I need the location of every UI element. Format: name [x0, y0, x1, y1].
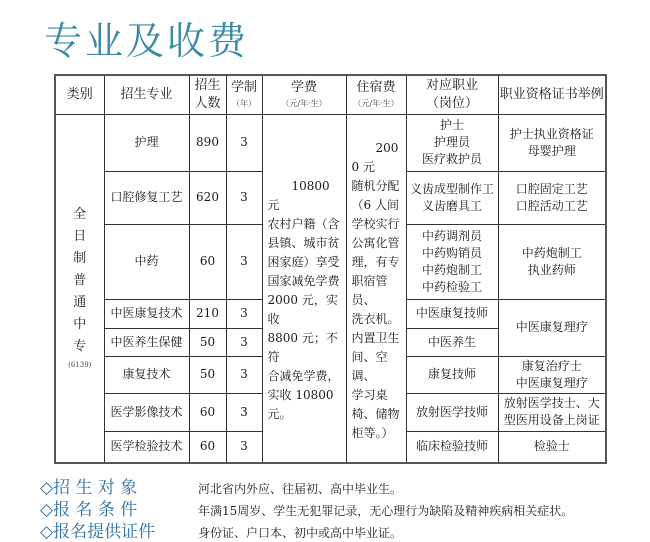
jobs-cell: 中药调剂员 中药购销员 中药炮制工 中药检验工: [406, 224, 498, 299]
header-category: 类别: [55, 75, 104, 114]
major-cell: 康复技术: [104, 356, 189, 393]
years-cell: 3: [226, 431, 262, 463]
info-label: ◇招 生 对 象: [40, 478, 138, 498]
header-major: 招生专业: [104, 75, 189, 114]
header-certs: 职业资格证书举例: [498, 75, 606, 114]
major-cell: 中医康复技术: [104, 299, 189, 328]
years-cell: 3: [226, 114, 262, 171]
major-cell: 中医养生保健: [104, 328, 189, 356]
category-cell: 全 日 制 普 通 中 专 (6139): [55, 114, 104, 463]
header-dorm: 住宿费 （元/年·生）: [346, 75, 406, 114]
major-cell: 口腔修复工艺: [104, 171, 189, 224]
count-cell: 60: [189, 393, 226, 431]
certs-cell: 放射医学技士、大 型医用设备上岗证: [498, 393, 606, 431]
header-jobs: 对应职业 （岗位）: [406, 75, 498, 114]
count-cell: 620: [189, 171, 226, 224]
jobs-cell: 中医康复技师: [406, 299, 498, 328]
jobs-cell: 护士 护理员 医疗救护员: [406, 114, 498, 171]
years-cell: 3: [226, 171, 262, 224]
major-cell: 医学检验技术: [104, 431, 189, 463]
table-row: [55, 114, 606, 171]
certs-cell: 康复治疗士 中医康复理疗: [498, 356, 606, 393]
info-row-documents: [40, 517, 573, 542]
years-cell: 3: [226, 299, 262, 328]
tuition-cell: 10800 元 农村户籍（含 县镇、城市贫 困家庭）享受 国家减免学费 2000 元，实收 8800 元；不符 合减免学费， 实收 10800 元。: [262, 114, 346, 463]
count-cell: 60: [189, 431, 226, 463]
major-cell: 中药: [104, 224, 189, 299]
major-cell: 医学影像技术: [104, 393, 189, 431]
enrollment-info: [40, 473, 574, 542]
count-cell: 50: [189, 328, 226, 356]
certs-cell: 护士执业资格证 母婴护理: [498, 114, 606, 171]
count-cell: 890: [189, 114, 226, 171]
certs-cell: 中药炮制工 执业药师: [498, 224, 606, 299]
years-cell: 3: [226, 356, 262, 393]
certs-cell: 中医康复理疗: [498, 299, 606, 356]
info-row-conditions: [40, 495, 574, 520]
dorm-cell: 2000 元 随机分配 （6 人间 学校实行 公寓化管 理，有专 职宿管员、 洗衣机。 内置卫生 间、空调、 学习桌 椅、储物 柜等。）: [346, 114, 406, 463]
years-cell: 3: [226, 224, 262, 299]
count-cell: 60: [189, 224, 226, 299]
info-label: ◇报 名 条 件: [40, 500, 138, 520]
jobs-cell: 中医养生: [406, 328, 498, 356]
major-cell: 护理: [104, 114, 189, 171]
info-value: 身份证、户口本、初中或高中毕业证。: [198, 526, 403, 540]
header-tuition: 学费 （元/年·生）: [262, 75, 346, 114]
count-cell: 210: [189, 299, 226, 328]
count-cell: 50: [189, 356, 226, 393]
header-enrollment: 招生 人数: [189, 75, 226, 114]
header-row: [55, 75, 606, 114]
page-title: 专业及收费: [44, 19, 250, 63]
info-label: ◇报名提供证件: [40, 522, 156, 542]
info-row-target: [40, 473, 573, 498]
info-value: 年满15周岁、学生无犯罪记录，无心理行为缺陷及精神疾病相关症状。: [198, 504, 574, 518]
jobs-cell: 义齿成型制作工 义齿磨具工: [406, 171, 498, 224]
jobs-cell: 放射医学技师: [406, 393, 498, 431]
programs-table: [54, 74, 607, 464]
years-cell: 3: [226, 393, 262, 431]
certs-cell: 口腔固定工艺 口腔活动工艺: [498, 171, 606, 224]
jobs-cell: 康复技师: [406, 356, 498, 393]
certs-cell: 检验士: [498, 431, 606, 463]
header-duration: 学制 （年）: [226, 75, 262, 114]
jobs-cell: 临床检验技师: [406, 431, 498, 463]
info-value: 河北省内外应、往届初、高中毕业生。: [198, 482, 403, 496]
years-cell: 3: [226, 328, 262, 356]
